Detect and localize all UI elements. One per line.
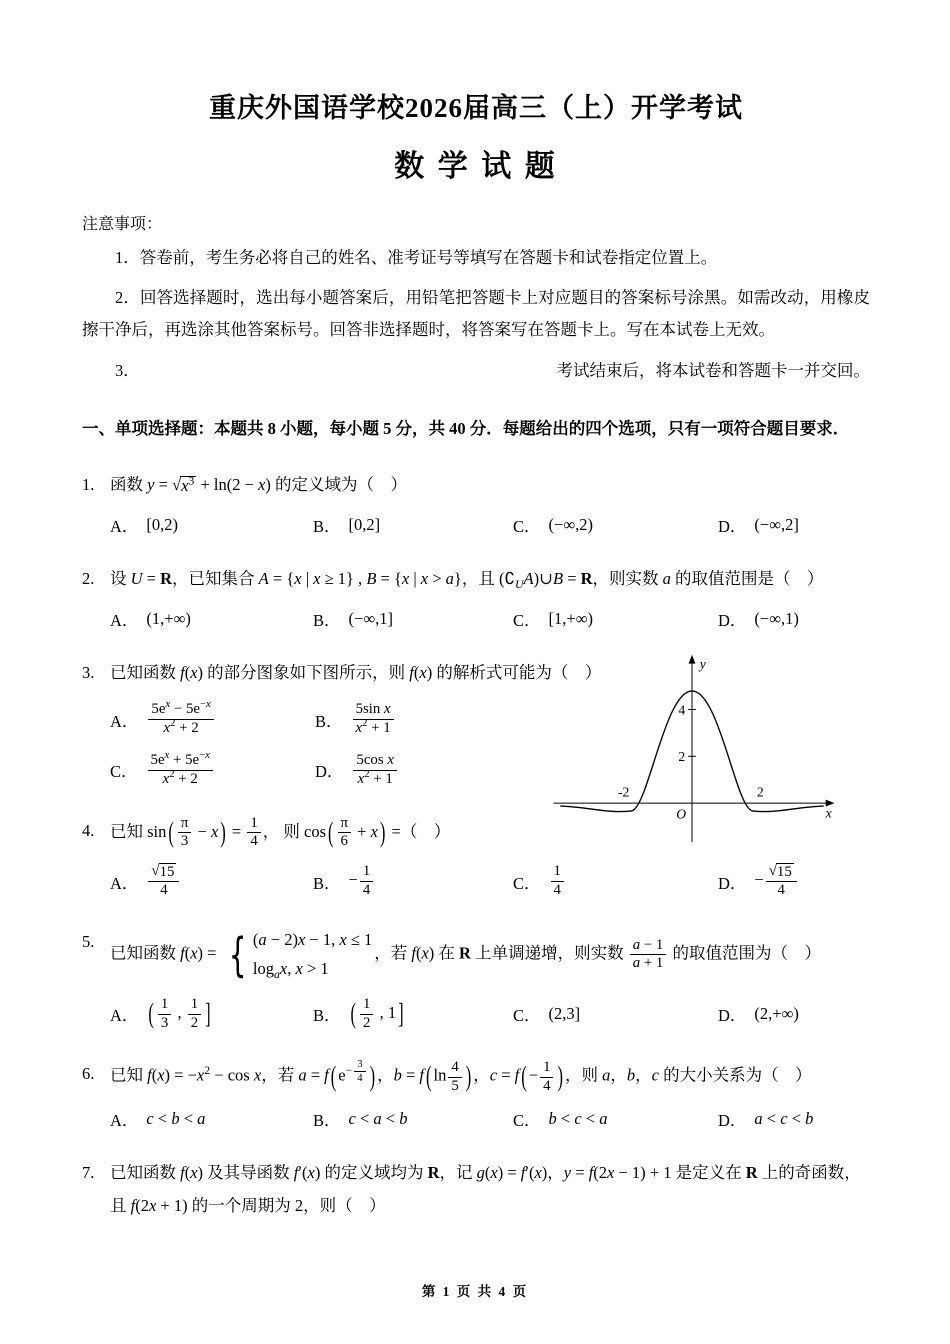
option-d [718,1002,870,1026]
options-row [110,996,870,1033]
question-stem: 已知 sin ( $\frac{\pi}{3}$ − x ) = $\frac{1}{4}$ ， 则 cos ( $\frac{\pi}{6}$ + x ) =（ ） [110,814,451,850]
option-d [718,1107,870,1131]
option-label: C． [513,1006,541,1026]
question-7 [82,1157,870,1221]
option-c [513,513,718,537]
option-b [313,863,513,900]
question-stem: 已知函数 f(x) 及其导函数 f′(x) 的定义域均为 R，记 g(x) = f′(x)，y = f(2x − 1) + 1 是定义在 R 上的奇函数，且 f(2x + 1) 的一个周期为 2，则（ ） [110,1163,861,1215]
option-value: b < c < a [548,1109,608,1129]
option-label: C． [110,762,138,782]
options-row [110,513,870,537]
option-b [313,1107,513,1131]
notice-section [82,211,870,387]
graph-tick-y2: 2 [678,749,686,765]
options-grid [110,698,610,788]
option-label: D． [718,516,747,536]
question-number: 3. [82,663,95,683]
page-title: 重庆外国语学校2026届高三（上）开学考试 [209,93,743,123]
option-label: D． [718,611,747,631]
option-d [718,607,870,631]
option-value: (−∞,2) [548,514,593,534]
options-row [110,1107,870,1131]
option-label: A． [110,516,139,536]
notice-item-3 [82,355,870,387]
option-label: A． [110,611,139,631]
option-b [313,996,513,1033]
option-value: (2,3] [548,1004,581,1024]
option-value: − √ 15 4 [754,863,798,900]
question-4 [82,815,870,901]
question-stem: 已知 $f(x) = -x^2 - \cos x$，若 a = f ( $e^{- \frac{3}{4}}$ ) ，b = f ( ln $\frac{4}{5}$ ) ，c = f ( − $\frac{1}{4}$ ) ，则 a，b，c 的大小关系为（ ） [110,1058,812,1094]
option-value: $\frac{5e^x + 5e^{-x}}{x^2 + 2}$ [146,752,215,789]
graph-tick-x-neg2: -2 [618,784,630,800]
question-stem: 函数 y = √ $x^3$ + ln(2 − x) 的定义域为（ ） [110,473,407,495]
option-value: (1,+∞) [146,609,191,629]
question-number: 7. [82,1163,95,1183]
option-c [110,748,315,789]
graph-tick-y4: 4 [678,702,686,718]
option-label: B． [313,1111,341,1131]
option-label: B． [313,1006,341,1026]
option-value: (−∞,2] [754,514,799,534]
question-number: 2. [82,568,95,588]
notice-item-3-number: 3． [115,360,140,380]
option-value: a < c < b [754,1109,814,1129]
option-d [718,513,870,537]
option-label: A． [110,873,139,893]
option-b [313,513,513,537]
option-c [513,607,718,631]
option-label: C． [513,611,541,631]
option-value: (−∞,1] [348,609,393,629]
option-label: A． [110,1111,139,1131]
option-a [110,698,315,738]
page-number: 第 1 页 共 4 页 [421,1284,529,1299]
option-value: $\frac{5e^x - 5e^{-x}}{x^2 + 2}$ [146,701,215,738]
question-number: 5. [82,932,95,951]
question-1 [82,469,870,537]
question-3 [82,656,870,822]
option-value: $\frac{\text{5cos x}}{x^2 + 1}$ [351,752,399,789]
option-value: √ 15 4 [146,863,181,900]
option-label: C． [513,1111,541,1131]
option-label: A． [110,1006,139,1026]
option-c [513,1002,718,1026]
notice-item-1: 1．答卷前，考生务必将自己的姓名、准考证号等填写在答题卡和试卷指定位置上。 [115,248,718,267]
option-value: $\frac{1}{4}$ [549,863,566,900]
notice-label: 注意事项： [82,216,163,233]
option-label: A． [110,711,139,731]
notice-item-2: 2．回答选择题时，选出每小题答案后，用铅笔把答题卡上对应题目的答案标号涂黑。如需改动，用橡皮擦干净后，再选涂其他答案标号。回答非选择题时，将答案写在答题卡上。写在本试卷上无效。 [82,288,870,340]
option-a [110,513,313,537]
question-6 [82,1058,870,1131]
notice-item-3-text: 考试结束后，将本试卷和答题卡一并交回。 [556,360,870,380]
option-value: ( $\frac{1}{3}$ , $\frac{1}{2}$ ] [148,995,211,1031]
option-value: [1,+∞) [548,609,593,629]
option-value: [0,2) [146,514,179,534]
option-label: D． [718,873,747,893]
question-number: 6. [82,1064,95,1084]
graph-origin-label: O [676,806,687,822]
graph-tick-x-2: 2 [756,784,764,800]
option-label: B． [315,711,343,731]
question-stem: 已知函数 f(x) 的部分图象如下图所示，则 f(x) 的解析式可能为（ ） [110,663,602,683]
option-a [110,863,313,900]
option-label: C． [513,873,541,893]
option-a [110,996,313,1033]
option-a [110,1107,313,1131]
question-2 [82,563,870,631]
option-value: $\frac{\text{5sin x}}{x^2 + 1}$ [351,701,396,738]
option-d [718,863,870,900]
option-b [313,607,513,631]
options-row [110,863,870,900]
options-row [110,607,870,631]
graph-y-axis-label: y [699,656,706,672]
question-5 [82,926,870,1032]
graph-x-axis-label: x [825,805,832,821]
option-value: c < a < b [348,1109,408,1129]
paper-subtitle: 数 学 试 题 [394,150,558,183]
option-value: (−∞,1) [754,609,799,629]
option-label: D． [315,762,344,782]
option-value: − $\frac{1}{4}$ [349,863,376,900]
option-value: [0,2] [348,514,381,534]
question-stem: 设 U = R，已知集合 A = {x | x ≥ 1} , B = {x | x > a}，且 $(∁_UA)\cup B = R$，则实数 a 的取值范围是（ ） [110,568,824,592]
option-label: B． [313,611,341,631]
option-value: c < b < a [146,1109,206,1129]
option-label: C． [513,516,541,536]
section-1-heading: 一、单项选择题：本题共 8 小题，每小题 5 分，共 40 分．每题给出的四个选项，只有一项符合题目要求． [82,418,850,438]
question-number: 1. [82,474,95,494]
question-number: 4. [82,820,95,840]
option-value: ( $\frac{1}{2}$ , 1 ] [350,995,404,1031]
option-label: B． [313,516,341,536]
option-a [110,607,313,631]
option-c [513,1107,718,1131]
option-value: (2,+∞) [754,1004,799,1024]
option-c [513,863,718,900]
question-stem: 已知函数 f(x) = { (a − 2)x − 1, x ≤ 1 $\log_ax$, x > 1 ，若 f(x) 在 R 上单调递增，则实数 $\frac{a - 1}{a + 1}$ 的取值范围为（ ） [110,927,821,982]
option-label: D． [718,1111,747,1131]
option-label: B． [313,873,341,893]
option-label: D． [718,1006,747,1026]
